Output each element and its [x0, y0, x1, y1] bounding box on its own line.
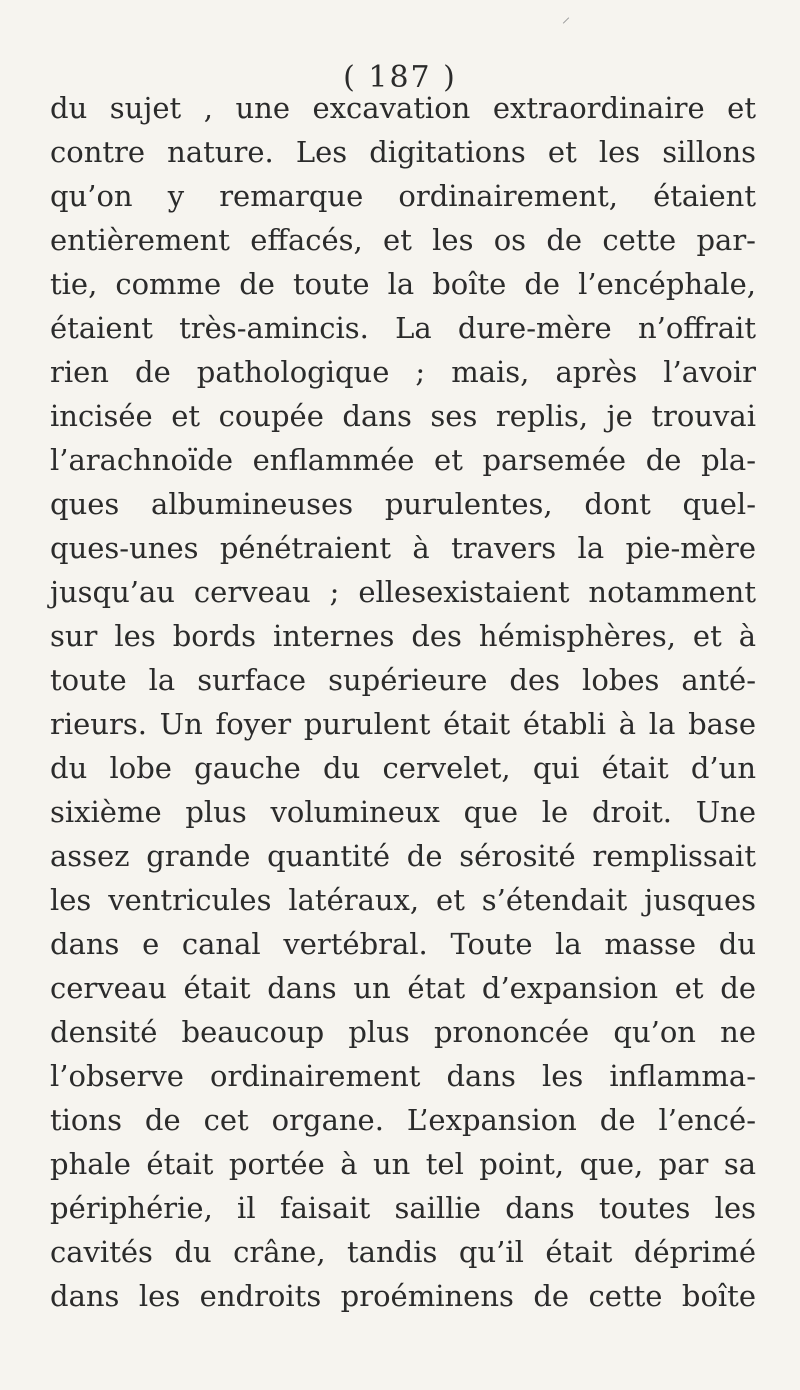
text-line: tie, comme de toute la boîte de l’encéphale,	[50, 267, 756, 301]
text-line: toute la surface supérieure des lobes anté-	[50, 663, 756, 697]
text-line: phale était portée à un tel point, que, par sa	[50, 1147, 756, 1181]
text-line: ques-unes pénétraient à travers la pie-mère	[50, 531, 756, 565]
text-line: rieurs. Un foyer purulent était établi à la base	[50, 707, 756, 741]
text-line: densité beaucoup plus prononcée qu’on ne	[50, 1015, 756, 1049]
text-line: incisée et coupée dans ses replis, je trouvai	[50, 399, 756, 433]
text-line: contre nature. Les digitations et les sillons	[50, 135, 756, 169]
text-line: sur les bords internes des hémisphères, et à	[50, 619, 756, 653]
text-line: jusqu’au cerveau ; ellesexistaient notamment	[50, 575, 756, 609]
text-line: qu’on y remarque ordinairement, étaient	[50, 179, 756, 213]
text-line: dans e canal vertébral. Toute la masse du	[50, 927, 756, 961]
text-line: étaient très-amincis. La dure-mère n’offrait	[50, 311, 756, 345]
text-line: périphérie, il faisait saillie dans toutes les	[50, 1191, 756, 1225]
text-line: l’arachnoïde enflammée et parsemée de pla-	[50, 443, 756, 477]
text-line: du sujet , une excavation extraordinaire et	[50, 91, 756, 125]
text-line: ques albumineuses purulentes, dont quel-	[50, 487, 756, 521]
text-line: l’observe ordinairement dans les inflamma-	[50, 1059, 756, 1093]
text-line: sixième plus volumineux que le droit. Une	[50, 795, 756, 829]
text-line: assez grande quantité de sérosité remplissait	[50, 839, 756, 873]
text-line: du lobe gauche du cervelet, qui était d’un	[50, 751, 756, 785]
text-line: rien de pathologique ; mais, après l’avoir	[50, 355, 756, 389]
text-line: tions de cet organe. L’expansion de l’encé-	[50, 1103, 756, 1137]
text-line: les ventricules latéraux, et s’étendait jusques	[50, 883, 756, 917]
text-line: entièrement effacés, et les os de cette par-	[50, 223, 756, 257]
margin-mark	[563, 17, 569, 23]
text-line: cerveau était dans un état d’expansion et de	[50, 971, 756, 1005]
text-line: cavités du crâne, tandis qu’il était déprimé	[50, 1235, 756, 1269]
text-line: dans les endroits proéminens de cette boîte	[50, 1279, 756, 1313]
page-number: ( 187 )	[343, 60, 457, 95]
